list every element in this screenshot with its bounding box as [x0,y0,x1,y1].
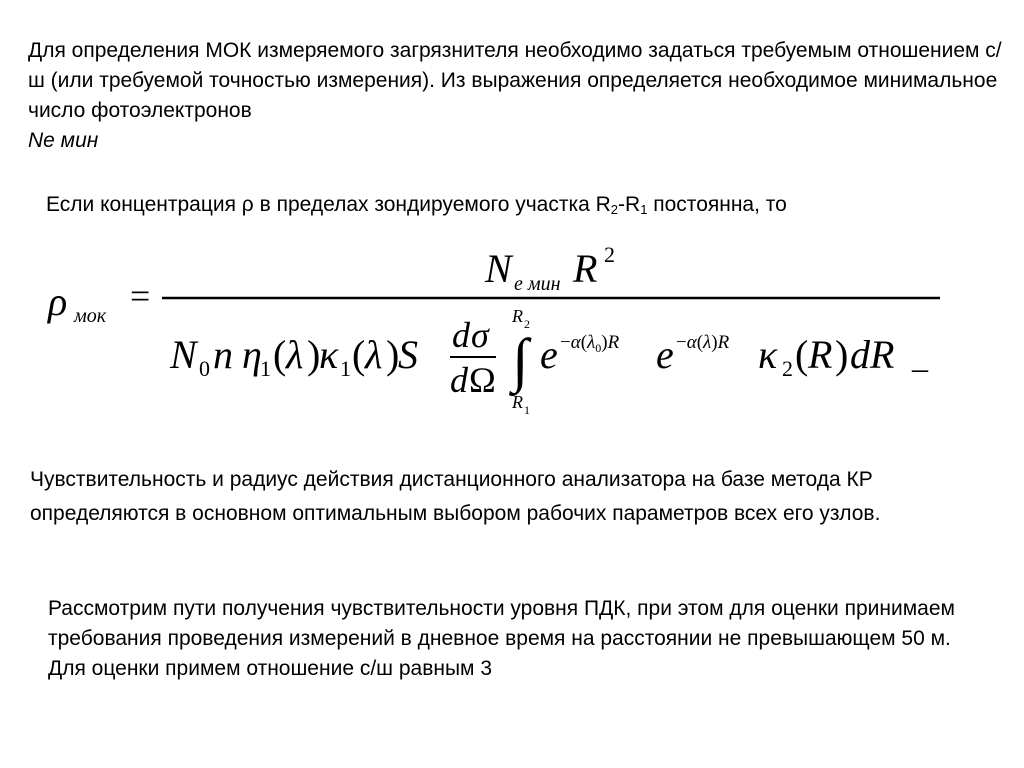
svg-text:d: d [452,315,470,355]
svg-text:0: 0 [199,356,210,381]
numerator-n: N [485,246,512,291]
mok-subscript: мок [74,305,107,327]
svg-text:Ω: Ω [469,360,496,400]
svg-text:R: R [512,392,523,412]
svg-text:_: _ [912,339,928,375]
condition-text-middle: -R [618,193,641,216]
svg-text:κ: κ [758,332,778,377]
equals-sign: = [130,276,151,316]
concentration-condition [46,190,1006,220]
numerator-r: R [573,246,598,291]
svg-text:κ: κ [319,332,339,377]
svg-text:n: n [213,332,233,377]
svg-text:(: ( [795,332,809,377]
min-photoelectrons-symbol: Nе мин [28,129,99,152]
svg-text:N: N [170,332,197,377]
svg-text:R: R [808,332,833,377]
numerator-subscript: е мин [514,273,561,295]
svg-text:1: 1 [524,403,530,417]
svg-text:1: 1 [260,356,271,381]
svg-text:σ: σ [471,315,489,355]
svg-text:): ) [386,332,400,377]
rho-symbol: ρ [48,279,68,324]
svg-text:(: ( [352,332,366,377]
svg-text:η: η [242,332,262,377]
svg-text:λ: λ [365,332,383,377]
intro-paragraph [28,36,1003,156]
svg-text:−α(λ0)R: $-\alpha(\lambda_0)R$ [560,332,620,355]
svg-text:R: R [512,306,523,326]
svg-text:∫: ∫ [512,327,529,393]
intro-text: Для определения МОК измеряемого загрязнителя необходимо задаться требуемым отношением с/ш (или требуемой точностью измерения). Из выражения определяется необходимое минимальное число фотоэлектронов [28,39,1002,122]
condition-text-end: постоянна, то [647,193,787,216]
svg-text:2: 2 [782,356,793,381]
svg-text:dR: dR [850,332,895,377]
svg-text:e: e [656,332,674,377]
sensitivity-paragraph: Чувствительность и радиус действия дистанционного анализатора на базе метода КР определяются в основном оптимальным выбором рабочих параметров всех его узлов. [30,468,881,525]
svg-text:): ) [307,332,321,377]
r1-subscript: 1 [640,202,648,217]
svg-text:e: e [540,332,558,377]
svg-text:): ) [835,332,849,377]
conditions-paragraph: Рассмотрим пути получения чувствительности уровня ПДК, при этом для оценки принимаем требования проведения измерений в дневное время на расстоянии не превышающем 50 м. Для оценки примем отношение с/ш равным 3 [48,597,955,680]
mok-formula [20,240,980,430]
svg-text:d: d [450,360,468,400]
svg-text:(: ( [273,332,287,377]
r2-subscript: 2 [610,202,619,217]
condition-text-start: Если концентрация ρ в пределах зондируемого участка R [46,193,611,216]
svg-text:S: S [398,332,418,377]
numerator-power: 2 [604,242,615,267]
svg-text:1: 1 [340,356,351,381]
svg-text:λ: λ [286,332,304,377]
svg-text:2: 2 [524,317,530,331]
svg-text:−α(λ)R: −α(λ)R [676,332,730,353]
denominator [169,306,929,417]
